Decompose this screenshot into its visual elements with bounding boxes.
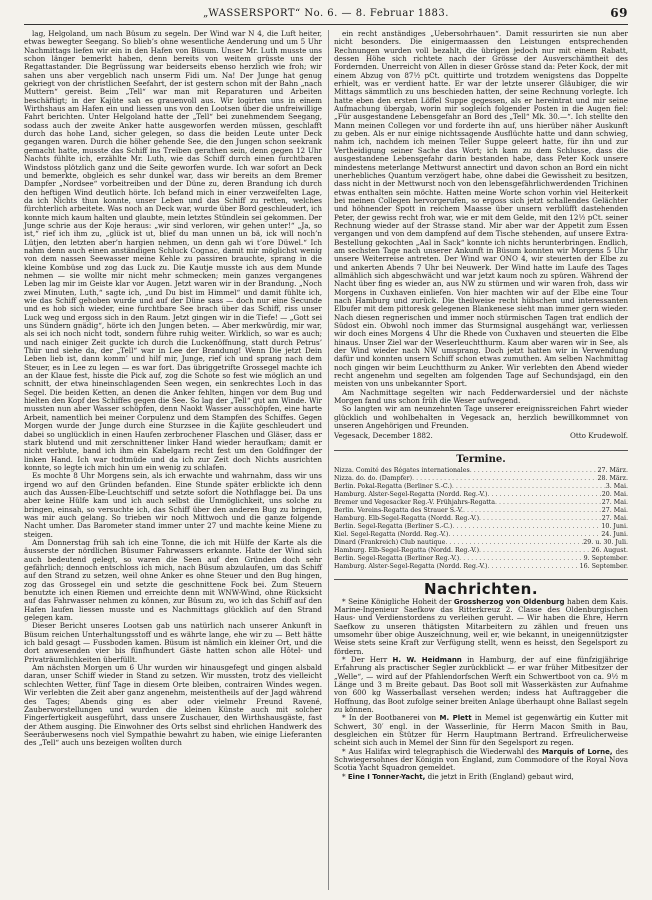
termine-row bbox=[334, 499, 628, 507]
article-paragraph: ein recht anständiges „Uebersohrhauen“. Damit ressurirten sie nun aber nicht besonders. Die einigermaassen den Leistungen entsprechenden Rechnungen wurden voll bezahlt, die übrigen jedoch nur mit einem Rabatt, dessen Höhe sich richtete nach der Grösse der Ausverschämtheit des Fordernden. Unerreicht von Allen in dieser Grösse stand da: Peter Kock, der mit einem Abzug von 87½ pCt. quittirte und trotzdem wenigstens das Doppelte erhielt, was er verdient hatte. Er war der letzte unserer Gläubiger, die wir Mittags sämmtlich zu uns beschieden hatten, der seine Rechnung vorlegte. Ich hatte eben den ersten Löffel Suppe gegessen, als er hereintrat und mir seine Aufmachung übergab, worin mir sogleich folgender Posten in die Augen fiel: „Für ausgestandene Lebensgefahr an Bord des „Tell“ Mk. 30.—“. Ich stellte den Mann meinen Collegen vor und forderte ihn auf, uns hierüber näher Auskunft zu geben. Als er nur einige nichtssagende Ausflüchte hatte und dann schwieg, nahm ich, nachdem ich meinen Teller Suppe geleert hatte, für ihn und zur Vertheidigung seiner Sache das Wort; ich kam zu dem Schlusse, dass die ausgestandene Lebensgefahr darin bestanden habe, dass Peter Kock unsere mindestens meterlange Mettwurst annectirt und davon schon an Bord ein nicht unerhebliches Quantum verzögert habe, ohne dabei die Gewissheit zu besitzen, dass nicht in der Mettwurst noch von den lebensgefährlichwerdenden Trichinen etwas enthalten sein möchte. Hatten meine Worte schon vorhin viel Heiterkeit bei meinen Collegen hervorgerufen, so ergoss sich jetzt schallendes Gelächter und höhnender Spott in reichem Maasse über unsern verblüfft dastehenden Peter, der gewiss recht froh war, wie er mit dem Gelde, mit den 12½ pCt. seiner Rechnung wieder auf der Strasse stand. Mir aber war der Appetit zum Essen vergangen und von dem dampfend auf dem Tische stehenden, auf unsere Extra-Bestellung gekochten „Aal in Sack“ konnte ich nichts herunterbringen. Endlich, am sechsten Tage nach unserer Ankunft in Büsum konnten wir Morgens 5 Uhr unsere Weiterreise antreten. Der Wind war ONO 4, wir steuerten der Elbe zu und ankerten Abends 7 Uhr bei Neuwerk. Der Wind hatte im Laufe des Tages allmählich sich abgeschwächt und war jetzt kaum noch zu spüren. Während der Nacht über fing es wieder an, aus NW zu stürmen und wir waren froh, dass wir Morgens in Cuxhaven einliefen. Von hier machten wir auf der Elbe eine Tour nach Hamburg und zurück. Die theilweise recht hübschen und interessanten Elbufer mit dem pittoresk gelegenen Blankenese sieht man immer gern wieder. Nach diesen regnerischen und immer noch stürmischen Tagen trat endlich der Südost ein. Obwohl noch immer das Sturmsignal ausgehängt war, verliessen wir doch eines Morgens 4 Uhr die Rhede von Cuxhaven und steuerten die Elbe hinaus. Unser Ziel war der Weserleuchtthurm. Kaum aber waren wir in See, als der Wind wieder nach NW umsprang. Doch jetzt hatten wir in Verwendung dafür und konnten unsern Schiff schon etwas zumuthen. Am selben Nachmittag noch gingen wir beim Leuchtthurm zu Anker. Wir verlebten den Abend wieder recht angenehm und segelten am folgenden Tage auf Sechundsjagd, ein den meisten von uns unbekannter Sport. bbox=[334, 29, 628, 389]
article-paragraph: Am nächsten Morgen um 6 Uhr wurden wir hinausgefegt und gingen alsbald daran, unser Schiff wieder in Stand zu setzen. Wir mussten, trotz des vielleicht schlechten Wetter, fünf Tage in diesem Orte bleiben, contrairen Windes wegen. Wir verlebten die Zeit aber ganz angenehm, meistentheils auf der Jagd während des Tages; Abends ging es aber oder vielmehr Freund Ravené, Zauberworstellungen und wurden die kleinen Künste auch mit solcher Fingerfertigkeit ausgeführt, dass unsere Zuschauer, den Wirthshausgäste, fast der Athem ausging. Die Einwohner des Orts selbst sind ehrlichen Handwerk des Seeräuberwesens noch viel Sympathie bewahrt zu haben, wie einige Lieferanten des „Tell“ auch uns bezeigen wollten durch bbox=[24, 663, 322, 748]
leader-dots bbox=[479, 515, 602, 523]
termine-row bbox=[334, 491, 628, 499]
termine-date: 26. August. bbox=[591, 547, 628, 555]
termine-event: Hamburg. Elb-Segel-Regatta (Nordd. Reg.-V.) bbox=[334, 515, 480, 523]
termine-date: 28. März. bbox=[597, 475, 628, 483]
leader-dots bbox=[452, 523, 601, 531]
news-lead: * bbox=[342, 771, 348, 781]
leader-dots bbox=[487, 563, 579, 571]
article-paragraph: Am Nachmittage segelten wir nach Fedderwardersiel und der nächste Morgen fand uns schon früh die Weser aufwegend. bbox=[334, 387, 628, 406]
termine-date: 16. September. bbox=[579, 563, 628, 571]
article-paragraph: So langten wir am neunzehnten Tage unserer ereignissreichen Fahrt wieder glücklich und wohlbehalten in Vegesack an, herzlich bewillkommnet von unseren Angehörigen und Freunden. bbox=[334, 404, 628, 431]
news-lead: * Der Herr bbox=[342, 654, 393, 664]
signature-name: Otto Krudewolf. bbox=[569, 430, 628, 440]
termine-event: Berlin. Vereins-Regatta des Strauer S.-V. bbox=[334, 507, 463, 515]
article-paragraph: Am Donnerstag früh sah ich eine Tonne, die ich mit Hülfe der Karte als die äusserste der nördlichen Büsumer Fahrwassers erkannte. Hatte der Wind sich auch bedeutend gelegt, so waren die Seen auf den Gründen doch sehr gefährlich; dennoch entschloss ich mich, nach Büsum abzulaufen, um das Schiff auf den Strand zu setzen, weil ohne Anker es ohne Steuer und den Bug hingen, zog das Grossegel ein und setzte die geschnittene Fock bei. Zum Steuern benutzte ich einen Riemen und erreichte denn mit WNW-Wind, ohne Rücksicht auf das Fahrwasser nehmen zu können, zur Büsum zu, wo ich das Schiff auf den Hafen laufen liessen musste und es Nachmittags glücklich auf den Strand gelegen kam. bbox=[24, 537, 322, 623]
termine-event: Nizza. do. do. (Dampfer) bbox=[334, 475, 413, 483]
termine-date: 20. Mai. bbox=[601, 491, 628, 499]
termine-event: Nizza. Comité des Régates internationales bbox=[334, 467, 470, 475]
termine-heading: Termine. bbox=[334, 450, 628, 464]
termine-date: 27. Mai. bbox=[601, 515, 628, 523]
column-divider bbox=[328, 30, 329, 890]
nachrichten-list bbox=[334, 598, 628, 782]
termine-event: Berlin. Segel-Regatta (Berliner S.-C.) bbox=[334, 523, 453, 531]
article-paragraph: Dieser Bericht unseres Lootsen gab uns natürlich nach unserer Ankunft in Büsum reichen Unterhaltungsstoff und es währte lange, ehe wir zu — Bett hätte ich bald gesagt — Fussboden kamen. Büsum ist nämlich ein kleiner Ort, und die dort anwesenden vier bis fünfhundert Gäste hatten schon alle Hôtel- und Privaträumlichkeiten überfüllt. bbox=[24, 621, 322, 664]
termine-list bbox=[334, 467, 628, 571]
news-subject: Eine I Tonner-Yacht, bbox=[347, 772, 426, 781]
termine-row bbox=[334, 547, 628, 555]
header-rule bbox=[24, 24, 628, 25]
news-item bbox=[334, 656, 628, 714]
leader-dots bbox=[463, 507, 602, 515]
termine-row bbox=[334, 555, 628, 563]
termine-event: Berlin. Segel-Regatta (Berliner Reg.-V.) bbox=[334, 555, 460, 563]
termine-date: 27. Mai. bbox=[601, 507, 628, 515]
termine-event: Kiel. Segel-Regatta (Nordd. Reg.-V.) bbox=[334, 531, 449, 539]
news-subject: H. W. Heidmann bbox=[392, 655, 462, 664]
termine-date: 29. u. 30. Juli. bbox=[583, 539, 628, 547]
termine-date: 27. Mai. bbox=[601, 499, 628, 507]
article-signature bbox=[334, 432, 628, 440]
news-item bbox=[334, 773, 628, 781]
termine-date: 24. Juni. bbox=[601, 531, 628, 539]
termine-row bbox=[334, 563, 628, 571]
termine-event: Hamburg. Elb-Segel-Regatta (Nordd. Reg.-V.) bbox=[334, 547, 480, 555]
page-number: 69 bbox=[610, 6, 628, 20]
news-text: in Memel ist gegenwärtig ein Kutter mit Schwert, 30′ engl. in der Wasserlinie, für Herrn Macon Smith in Bau, desgleichen ein Stützer für Herrn Hauptmann Bertrand. Erfreulicherweise scheint sich auch in Memel der Sinn für den Segelsport zu regen. bbox=[334, 713, 628, 748]
news-subject: Grossherzog von Oldenburg bbox=[453, 597, 565, 606]
leader-dots bbox=[459, 555, 583, 563]
termine-event: Dinard (Frankreich) Club nautique bbox=[334, 539, 446, 547]
news-lead: * In der Bootbanerei von bbox=[342, 713, 440, 723]
termine-date: 27. März. bbox=[597, 467, 628, 475]
termine-row bbox=[334, 475, 628, 483]
leader-dots bbox=[452, 483, 606, 491]
news-text: die jetzt in Erith (England) gebaut wird, bbox=[425, 771, 574, 781]
article-paragraph: lag, Helgoland, um nach Büsum zu segeln. Der Wind war N 4, die Luft heiter, etwas bewegter Seegang. So blieb’s ohne wesentliche Aenderung und um 5 Uhr Nachmittags liefen wir ein in den Hafen von Büsum. Unser Mr. Luth musste uns schon länger bemerkt haben, denn bereits von weitem grüsste uns der Regattastander. Die Begrüssung war beiderseits ebenso herzlich wie froh; wir sahen uns aber vergeblich nach unserm Fidi um. Na! Der Junge hat genug gekriegt von der christlichen Seefahrt, der ist gestern schon mit der Bahn „nach Muttern“ gereist. Beim „Tell“ war man mit Reparaturen und Arbeiten beschäftigt; in der Kajüte sah es grauenvoll aus. Wir logirten uns in einem Wirthshaus am Hafen ein und liessen uns von den Lootsen über die unfreiwillige Fahrt berichten. Unter Helgoland hatte der „Tell“ bei zunehmendem Seegang, sodass auch der zweite Anker hatte ausgeworfen werden müssen, geschlafft durch das hohe Land, sicher gelegen, so dass die beiden Leute unter Deck gegangen waren. Durch die höher gehende See, die den Jungen schon seekrank gemacht hatte, musste das Schiff ins Treiben gerathen sein, denn gegen 12 Uhr Nachts fühlte ich, erzählte Mr. Luth, wie das Schiff durch einen furchtbaren Windstoss plötzlich ganz und die Seite geworfen wurde. Ich war sofort an Deck und bemerkte, obgleich es sehr dunkel war, dass wir bereits an dem Bremer Dampfer „Nordsee“ vorbeitreiben und der Düne zu, deren Brandung ich durch den heftigen Wind deutlich hörte. Ich befand mich in einer verzweifelten Lage, da ich Nichts thun konnte, unser Leben und das Schiff zu retten, welches fürchterlich arbeitete. Was noch an Deck war, wurde über Bord geschleudert, ich konnte mich kaum halten und glaubte, mein letztes Stündlein sei gekommen. Der Junge schrie aus der Koje heraus: „wir sind verloren, wir gehen unter!“ „Ja, so ist,“ rief ich ihm zu, „glück ist ut, blief du man unnen un bä, ick will noch’n Lütjen, den letzten aber’n hargien nehmen, un denn gah wi t’ore Düwel.“ Ich nahm denn auch einen anständigen Schluck Cognac, damit mir möglichst wenig von dem nassen Seewasser meine Kehle zu passiren brauchte, sprang in die kleine Kombüse und zog das Luck zu. Die Kautje musste ich aus dem Munde nehmen — sie wollte mir nicht mehr schmecken; mein ganzes vergangenes Leben lag mir im Geiste klar vor Augen. Jetzt waren wir in der Brandung. „Noch zwei Minuten, Luth,“ sagte ich, „und Du bist im Himmel“ und damit fühlte ich, wie das Schiff gehoben wurde und auf der Düne sass — doch nur eine Secunde und es hob sich wieder, eine furchtbare See brach über das Schiff, riss unser Luck weg und ergoss sich in den Raum. Jetzt gingen wir in die Tiefe! — „Gott sei uns Sündern gnädig“, hörte ich den Jungen beten. — Aber merkwürdig, mir war, als sei ich noch nicht todt, sondern führe ruhig weiter. Wirklich, so war es auch; und nach einiger Zeit guckte ich durch die Luckenöffnung, statt durch Petrus’ Thür und siehe da, der „Tell“ war in Lee der Brandung! Wenn Die jetzt Dein Leben lieb ist, dann komm’ und hilf mir, Junge, rief ich und sprang nach dem Steuer, es in Lee zu legen — es war fort. Das übriggetrifte Grossegel machte ich an der Klaue fest, hisste die Pick auf, zog die Schote so fest wie möglich an und schnitt, der etwa hineinschlagenden Seen wegen, ein senkrechtes Loch in das Segel. Die beiden Ketten, an denen die Anker fehlten, hingen vor dem Bug und hielten den Kopf des Schiffes gegen die See. So lag der „Tell“ gut am Winde. Wir mussten nun aber Wasser schöpfen, denn Naokt Wasser ausschöpfen, eine harte Arbeit, namentlich bei meiner Corpulenz und dem Stampfen des Schiffes. Gegen Morgen wurde der Junge durch eine Sturzsee in die Kajüte geschleudert und dabei so unglücklich in einen Haufen zerbrochener Flaschen und Gläser, dass er stark blutend und mit zerschnittener linker Hand wieder heraufkam; damit er nicht verblute, band ich ihm ein Kabelgarn recht fest um den Goldfinger der linken Hand. Ich war todtmüde und da ich zur Zeit doch Nichts ausrichten konnte, so legte ich mich hin um ein wenig zu schlafen. bbox=[24, 29, 322, 472]
news-item bbox=[334, 598, 628, 656]
termine-event: Hamburg. Alster-Segel-Regatta (Nordd. Reg.-V.) bbox=[334, 491, 488, 499]
news-subject: M. Plett bbox=[439, 714, 472, 723]
termine-row bbox=[334, 531, 628, 539]
termine-event: Hamburg. Alster-Segel-Regatta (Nordd. Reg.-V.) bbox=[334, 563, 488, 571]
header-title: „WASSERSPORT“ No. 6. — 8. Februar 1883. bbox=[203, 8, 449, 19]
news-lead: * Seine Königliche Hoheit der bbox=[342, 596, 454, 606]
termine-row bbox=[334, 523, 628, 531]
leader-dots bbox=[445, 539, 583, 547]
news-text: haben dem Kais. Marine-Ingenieur Saefkow das Ritterkreuz 2. Classe des Oldenburgischen Haus- und Verdienstordens zu verleihen geruht. — Wir haben die Ehre, Herrn Saefkow zu unseren thätigsten Mitarbeitern zu zählen und freuen uns umsomehr über obige Auszeichnung, weil er, wie bekannt, in uneigennützigster Weise stets seine Kraft zur Verfügung stellt, wenn es heisst, den Segelsport zu fördern. bbox=[334, 596, 628, 656]
left-column bbox=[24, 30, 322, 748]
leader-dots bbox=[412, 475, 597, 483]
news-lead: * Aus Halifax wird telegraphisch die Wiederwahl des bbox=[342, 746, 542, 756]
news-text: in Hamburg, der auf eine fünfzigjährige Erfahrung als practischer Segler zurückblickt — er war früher Mitbesitzer der „Welle“, — wird auf der Pfahlendorfschen Werft ein Schwertboot von ca. 9½ m Länge und 3 m Breite gebaut. Das Boot soll mit Wasserkästen zur Aufnahme von 600 kg Wasserballast versehen werden; indess hat Auftraggeber die Hoffnung, das Boot zufolge seiner breiten Anlage überhaupt ohne Ballast segeln zu können. bbox=[334, 654, 628, 714]
signature-place: Vegesack, December 1882. bbox=[334, 430, 433, 440]
termine-date: 9. September. bbox=[583, 555, 628, 563]
termine-row bbox=[334, 515, 628, 523]
leader-dots bbox=[448, 531, 601, 539]
article-paragraph: Es mochte 8 Uhr Morgens sein, als ich erwachte und wahrnahm, dass wir uns irgend wo auf den Gründen befanden. Eine Stunde später erblickte ich denn auch das Aussen-Elbe-Leuchtschiff und setzte sofort die Nothflagge bei. Da uns aber keine Hülfe kam und ich auch selbst die Unmöglichkeit, uns solche zu bringen, einsah, so versuchte ich, das Schiff über den anderen Bug zu bringen, was mir auch gelang. So trieben wir noch Mittwoch und die ganze folgende Nacht umher. Das Barometer stand immer unter 27 und machte keine Miene zu steigen. bbox=[24, 471, 322, 539]
termine-row bbox=[334, 507, 628, 515]
termine-event: Berlin. Pokal-Regatta (Berliner S.-C.) bbox=[334, 483, 452, 491]
nachrichten-heading: Nachrichten. bbox=[334, 579, 628, 593]
leader-dots bbox=[470, 467, 598, 475]
leader-dots bbox=[479, 547, 592, 555]
termine-event: Bremer und Vegesacker Reg.-V. Frühjahrs-Regatta bbox=[334, 499, 496, 507]
leader-dots bbox=[487, 491, 601, 499]
news-text: des Schwiegersohnes der Königin von England, zum Commodore of the Royal Nova Scotia Yacht Squadron gemeldet. bbox=[334, 746, 629, 773]
news-subject: Marquis of Lorne, bbox=[541, 747, 613, 756]
running-header bbox=[24, 8, 628, 22]
termine-row bbox=[334, 467, 628, 475]
termine-row bbox=[334, 483, 628, 491]
termine-row bbox=[334, 539, 628, 547]
termine-date: 10. Juni. bbox=[601, 523, 628, 531]
leader-dots bbox=[495, 499, 602, 507]
news-item bbox=[334, 748, 628, 773]
right-column bbox=[334, 30, 628, 781]
termine-date: 3. Mai. bbox=[605, 483, 628, 491]
news-item bbox=[334, 714, 628, 747]
